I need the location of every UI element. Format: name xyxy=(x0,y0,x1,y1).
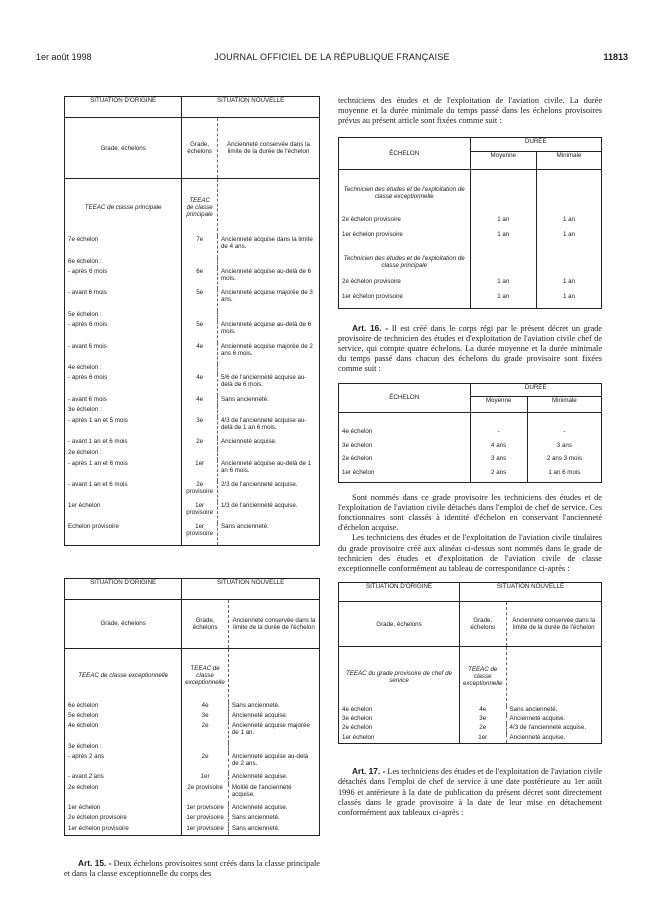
col-situation-nouvelle: SITUATION NOUVELLE xyxy=(182,97,320,118)
duree-moyenne: 2 ans xyxy=(470,469,527,483)
new-echelon: 1er xyxy=(182,773,229,783)
table-row xyxy=(65,343,320,364)
table-row xyxy=(65,311,320,322)
anciennete-conservee: Ancienneté acquise dans la limite de 4 ans. xyxy=(220,236,313,251)
origin-echelon: 4e échelon xyxy=(342,705,373,713)
table-row xyxy=(65,449,320,460)
group-origin: TEEAC du grade provisoire de chef de service xyxy=(346,669,452,684)
anciennete-conservee: 4/3 de l'ancienneté acquise au-delà de 1 an 6 mois. xyxy=(220,417,307,431)
table-row xyxy=(339,469,602,483)
echelon-label: 2e échelon provisoire xyxy=(342,216,401,224)
col-situation-origine: SITUATION D'ORIGINE xyxy=(65,97,182,118)
duree-moyenne: 4 ans xyxy=(470,442,527,456)
anciennete-conservee xyxy=(217,311,319,322)
group-new: TEEAC de classe exceptionnelle xyxy=(459,647,506,706)
origin-echelon: 3e échelon : xyxy=(68,742,102,750)
new-echelon: 3e xyxy=(459,715,506,724)
anciennete-conservee: Ancienneté acquise. xyxy=(231,773,288,781)
origin-echelon: 3e échelon : xyxy=(68,406,102,414)
new-echelon: 1er provisoire xyxy=(182,814,229,824)
anciennete-conservee: Ancienneté acquise. xyxy=(509,715,566,722)
new-echelon: 3e xyxy=(182,417,218,438)
col-grade-echelons: Grade, échelons xyxy=(65,118,182,179)
anciennete-conservee: Ancienneté acquise majorée de 2 ans 6 mois. xyxy=(220,342,313,357)
origin-echelon: - avant 6 mois xyxy=(68,395,107,403)
correspondence-table-exceptionnelle xyxy=(64,578,320,836)
origin-echelon: 2e échelon provisoire xyxy=(68,814,127,822)
new-echelon xyxy=(182,364,218,375)
new-echelon: 5e xyxy=(182,321,218,342)
page-number: 11813 xyxy=(603,52,628,62)
new-echelon: 1er provisoire xyxy=(182,523,218,544)
table-row xyxy=(339,715,602,724)
col-anciennete: Ancienneté conservée dans la limite de la durée de l'échelon xyxy=(506,601,601,646)
table-row xyxy=(65,743,320,753)
origin-echelon: - après 6 mois xyxy=(68,374,108,382)
col-echelon: ÉCHELON xyxy=(339,137,471,169)
duration-table-chef-service xyxy=(338,383,602,483)
col-moyenne: Moyenne xyxy=(470,397,527,413)
anciennete-conservee: Ancienneté acquise au-delà de 6 mois. xyxy=(220,268,312,283)
right-column xyxy=(338,96,602,818)
new-echelon: 2e xyxy=(182,438,218,449)
col-duree: DURÉE xyxy=(470,137,602,152)
article-17-label: Art. 17. - xyxy=(352,766,386,777)
table-row xyxy=(65,804,320,814)
duree-minimale: 1 an xyxy=(536,278,601,293)
table-row xyxy=(65,722,320,743)
duree-minimale: 1 an 6 mois xyxy=(527,469,601,483)
article-16 xyxy=(338,323,602,375)
new-echelon: 7e xyxy=(182,236,218,257)
origin-echelon: - après 6 mois xyxy=(68,321,108,329)
duree-moyenne: 1 an xyxy=(470,278,536,293)
duree-minimale: - xyxy=(527,428,601,442)
anciennete-conservee: Sans ancienneté. xyxy=(220,523,269,531)
group-origin: TEEAC de classe exceptionnelle xyxy=(78,671,169,679)
article-16-text: Il est créé dans le corps régi par le présent décret un grade provisoire de technicien des études et d'exploitation de l'aviation civile chef de service, qui compte quatre échelons. La durée moyenne et la durée minimale du temps passé dans chacun des échelons du grade provisoire sont fixées comme suit : xyxy=(338,323,602,374)
anciennete-conservee: Ancienneté acquise. xyxy=(509,733,566,741)
duree-moyenne: 3 ans xyxy=(470,455,527,469)
echelon-label: 4e échelon xyxy=(342,428,373,436)
anciennete-conservee: 4/3 de l'ancienneté acquise. xyxy=(509,724,587,732)
origin-echelon: 1er échelon provisoire xyxy=(68,824,129,832)
intro-paragraph: techniciens des études et de l'exploitation de l'aviation civile. La durée moyenne et la durée minimale du temps passé dans les échelons provisoires prévus au présent article sont fixées comme suit : xyxy=(338,96,602,126)
anciennete-conservee: Ancienneté acquise. xyxy=(231,711,288,719)
duree-minimale: 3 ans xyxy=(527,442,601,456)
left-column xyxy=(64,96,320,879)
anciennete-conservee: Moitié de l'ancienneté acquise. xyxy=(231,783,292,798)
duration-table-provisional xyxy=(338,137,602,309)
duree-minimale: 1 an xyxy=(536,293,601,308)
table-row xyxy=(339,724,602,733)
new-echelon: 1er provisoire xyxy=(182,825,229,835)
new-echelon: 1er xyxy=(459,734,506,743)
col-duree: DURÉE xyxy=(470,383,602,397)
col-minimale: Minimale xyxy=(527,397,601,413)
anciennete-conservee: 1/3 de l'ancienneté acquise. xyxy=(220,502,298,510)
group-label: Technicien des études et de l'exploitation de classe principale xyxy=(343,255,465,270)
table-row xyxy=(65,258,320,269)
table-row xyxy=(339,216,602,231)
table-row xyxy=(65,825,320,835)
origin-echelon: 5e échelon xyxy=(68,711,99,719)
new-echelon: 1er provisoire xyxy=(182,502,218,523)
group-origin: TEEAC de classe principale xyxy=(84,204,162,212)
anciennete-conservee: Sans ancienneté. xyxy=(231,701,280,709)
anciennete-conservee: Ancienneté acquise majorée de 1 an. xyxy=(231,722,310,736)
paragraph-nomination: Sont nommés dans ce grade provisoire les techniciens des études et de l'exploitation de l'aviation civile détachés dans l'emploi de chef de service. Ces fonctionnaires sont classés à identité d'échelon en conservant l'ancienneté d'échelon acquise. xyxy=(338,492,602,533)
table-row xyxy=(65,523,320,544)
table-row xyxy=(339,428,602,442)
origin-echelon: 2e échelon xyxy=(68,783,99,791)
echelon-label: 2e échelon provisoire xyxy=(342,278,401,286)
table-row xyxy=(65,268,320,289)
article-16-label: Art. 16. - xyxy=(352,322,389,333)
duree-moyenne: 1 an xyxy=(470,216,536,231)
table-row xyxy=(65,374,320,395)
table-row xyxy=(65,784,320,805)
origin-echelon: 1er échelon xyxy=(68,502,101,510)
new-echelon: 1er provisoire xyxy=(182,804,229,814)
echelon-label: 1er échelon provisoire xyxy=(342,231,403,239)
echelon-label: 3e échelon xyxy=(342,441,373,449)
col-situation-origine: SITUATION D'ORIGINE xyxy=(339,583,460,602)
new-echelon: 4e xyxy=(182,343,218,364)
table-row xyxy=(65,814,320,824)
col-anciennete: Ancienneté conservée dans la limite de la durée de l'échelon xyxy=(228,599,319,649)
article-15-text: Deux échelons provisoires sont créés dans la classe principale et dans la classe exceptionnelle du corps des xyxy=(64,859,320,879)
origin-echelon: 1er échelon xyxy=(342,733,375,741)
col-situation-origine: SITUATION D'ORIGINE xyxy=(65,579,182,600)
anciennete-conservee: Sans ancienneté. xyxy=(231,814,280,822)
echelon-label: 2e échelon xyxy=(342,455,373,463)
col-moyenne: Moyenne xyxy=(470,152,536,169)
anciennete-conservee: 2/3 de l'ancienneté acquise. xyxy=(220,480,298,488)
anciennete-conservee: Sans ancienneté. xyxy=(509,705,558,713)
paragraph-correspondance: Les techniciens des études et de l'exploitation de l'aviation civile titulaires du grade provisoire créé aux alinéas ci-dessus sont nommés dans le grade de technicien des études et d'exploitation de l'aviation civile de classe exceptionnelle conformément au tableau de correspondance ci-après : xyxy=(338,533,602,574)
table-row xyxy=(339,455,602,469)
col-grade-echelons: Grade, échelons xyxy=(339,601,460,646)
table-row xyxy=(65,417,320,438)
table-row xyxy=(65,406,320,417)
table-row xyxy=(65,502,320,523)
origin-echelon: 4e échelon xyxy=(68,722,99,729)
header-date: 1er août 1998 xyxy=(36,52,92,62)
anciennete-conservee xyxy=(217,406,319,417)
table-row xyxy=(339,231,602,246)
duree-moyenne: - xyxy=(470,428,527,442)
echelon-label: 1er échelon xyxy=(342,468,375,476)
origin-echelon: 2e échelon xyxy=(342,724,373,732)
col-grade-echelons-new: Grade, échelons xyxy=(182,599,229,649)
table-row xyxy=(65,396,320,407)
origin-echelon: Echelon provisoire xyxy=(68,523,119,531)
origin-echelon: - avant 6 mois xyxy=(68,289,107,297)
table-row xyxy=(65,438,320,449)
correspondence-table-chef-service xyxy=(338,582,602,744)
new-echelon: 1er xyxy=(182,460,218,481)
table-row xyxy=(65,712,320,722)
echelon-label: 1er échelon provisoire xyxy=(342,293,403,301)
article-15 xyxy=(64,858,320,879)
origin-echelon: 6e échelon xyxy=(68,701,99,709)
anciennete-conservee xyxy=(228,743,319,753)
origin-echelon: - après 2 ans xyxy=(68,752,105,760)
group-label: Technicien des études et de l'exploitation de classe exceptionnelle xyxy=(343,186,465,201)
origin-echelon: 7e échelon xyxy=(68,236,99,244)
anciennete-conservee: Sans ancienneté. xyxy=(220,395,269,403)
anciennete-conservee: Ancienneté acquise majorée de 3 ans. xyxy=(220,289,313,304)
new-echelon: 3e xyxy=(182,712,229,722)
origin-echelon: - après 1 an et 6 mois xyxy=(68,459,128,467)
new-echelon: 4e xyxy=(182,374,218,395)
new-echelon xyxy=(182,743,229,753)
origin-echelon: - avant 1 an et 6 mois xyxy=(68,480,128,488)
duree-minimale: 1 an xyxy=(536,216,601,231)
new-echelon: 4e xyxy=(182,702,229,712)
col-echelon: ÉCHELON xyxy=(339,383,471,412)
new-echelon: 2e provisoire xyxy=(182,481,218,502)
origin-echelon: 1er échelon xyxy=(68,804,101,811)
table-row xyxy=(65,702,320,712)
origin-echelon: - après 1 an et 5 mois xyxy=(68,417,128,424)
anciennete-conservee: 5/6 de l'ancienneté acquise au-delà de 6 mois. xyxy=(220,374,307,389)
origin-echelon: 5e échelon : xyxy=(68,310,102,318)
table-row xyxy=(339,293,602,308)
col-anciennete: Ancienneté conservée dans la limite de la durée de l'échelon xyxy=(217,118,319,179)
anciennete-conservee: Ancienneté acquise au-delà de 2 ans. xyxy=(231,752,309,767)
new-echelon xyxy=(182,449,218,460)
table-row xyxy=(65,289,320,310)
col-minimale: Minimale xyxy=(536,152,601,169)
table-row xyxy=(65,753,320,774)
anciennete-conservee xyxy=(217,449,319,460)
col-situation-nouvelle: SITUATION NOUVELLE xyxy=(459,583,601,602)
duree-minimale: 2 ans 3 mois xyxy=(527,455,601,469)
anciennete-conservee: Ancienneté acquise. xyxy=(220,438,277,446)
anciennete-conservee: Ancienneté acquise au-delà de 6 mois. xyxy=(220,321,312,336)
origin-echelon: - après 6 mois xyxy=(68,268,108,276)
origin-echelon: - avant 1 an et 6 mois xyxy=(68,438,128,446)
new-echelon: 2e xyxy=(459,724,506,733)
article-15-label: Art. 15. - xyxy=(78,858,112,868)
table-row xyxy=(65,364,320,375)
new-echelon: 2e provisoire xyxy=(182,784,229,805)
new-echelon xyxy=(182,311,218,322)
duree-moyenne: 1 an xyxy=(470,231,536,246)
group-new: TEEAC de classe exceptionnelle xyxy=(182,649,229,702)
table-row xyxy=(65,236,320,257)
duree-minimale: 1 an xyxy=(536,231,601,246)
new-echelon xyxy=(182,406,218,417)
new-echelon: 2e xyxy=(182,753,229,774)
new-echelon: 2e xyxy=(182,722,229,743)
anciennete-conservee: Sans ancienneté. xyxy=(231,824,280,832)
page-header xyxy=(36,52,628,66)
table-row xyxy=(339,706,602,715)
correspondence-table-principale xyxy=(64,96,320,546)
table-row xyxy=(65,481,320,502)
anciennete-conservee xyxy=(217,364,319,375)
col-grade-echelons-new: Grade, échelons xyxy=(459,601,506,646)
origin-echelon: 2e échelon : xyxy=(68,448,102,456)
new-echelon: 5e xyxy=(182,289,218,310)
anciennete-conservee xyxy=(217,258,319,269)
anciennete-conservee: Ancienneté acquise au-delà de 1 an 6 mois. xyxy=(220,459,312,474)
origin-echelon: - avant 2 ans xyxy=(68,773,104,781)
new-echelon xyxy=(182,258,218,269)
new-echelon: 4e xyxy=(459,706,506,715)
table-row xyxy=(65,773,320,783)
col-grade-echelons: Grade, échelons xyxy=(65,599,182,649)
new-echelon: 6e xyxy=(182,268,218,289)
article-17 xyxy=(338,766,602,818)
table-row xyxy=(339,442,602,456)
table-row xyxy=(339,734,602,743)
table-row xyxy=(65,460,320,481)
article-17-text: Les techniciens des études et de l'exploitation de l'aviation civile détachés dans l'emploi de chef de service à une date postérieure au 1er août 1996 et antérieure à la date de publication du présent décret sont directement classés dans le grade provisoire à la date de leur mise en détachement conformément aux tableaux ci-après : xyxy=(338,767,603,818)
anciennete-conservee: Ancienneté acquise. xyxy=(231,804,288,811)
origin-echelon: 4e échelon : xyxy=(68,363,102,371)
duree-moyenne: 1 an xyxy=(470,293,536,308)
table-row xyxy=(65,321,320,342)
group-new: TEEAC de classe principale xyxy=(182,179,218,237)
origin-echelon: 3e échelon xyxy=(342,715,373,722)
new-echelon: 4e xyxy=(182,396,218,407)
origin-echelon: - avant 6 mois xyxy=(68,342,107,350)
col-situation-nouvelle: SITUATION NOUVELLE xyxy=(182,579,320,600)
origin-echelon: 6e échelon : xyxy=(68,257,102,265)
col-grade-echelons-new: Grade, échelons xyxy=(182,118,218,179)
journal-title: JOURNAL OFFICIEL DE LA RÉPUBLIQUE FRANÇAISE xyxy=(214,52,450,62)
table-row xyxy=(339,278,602,293)
